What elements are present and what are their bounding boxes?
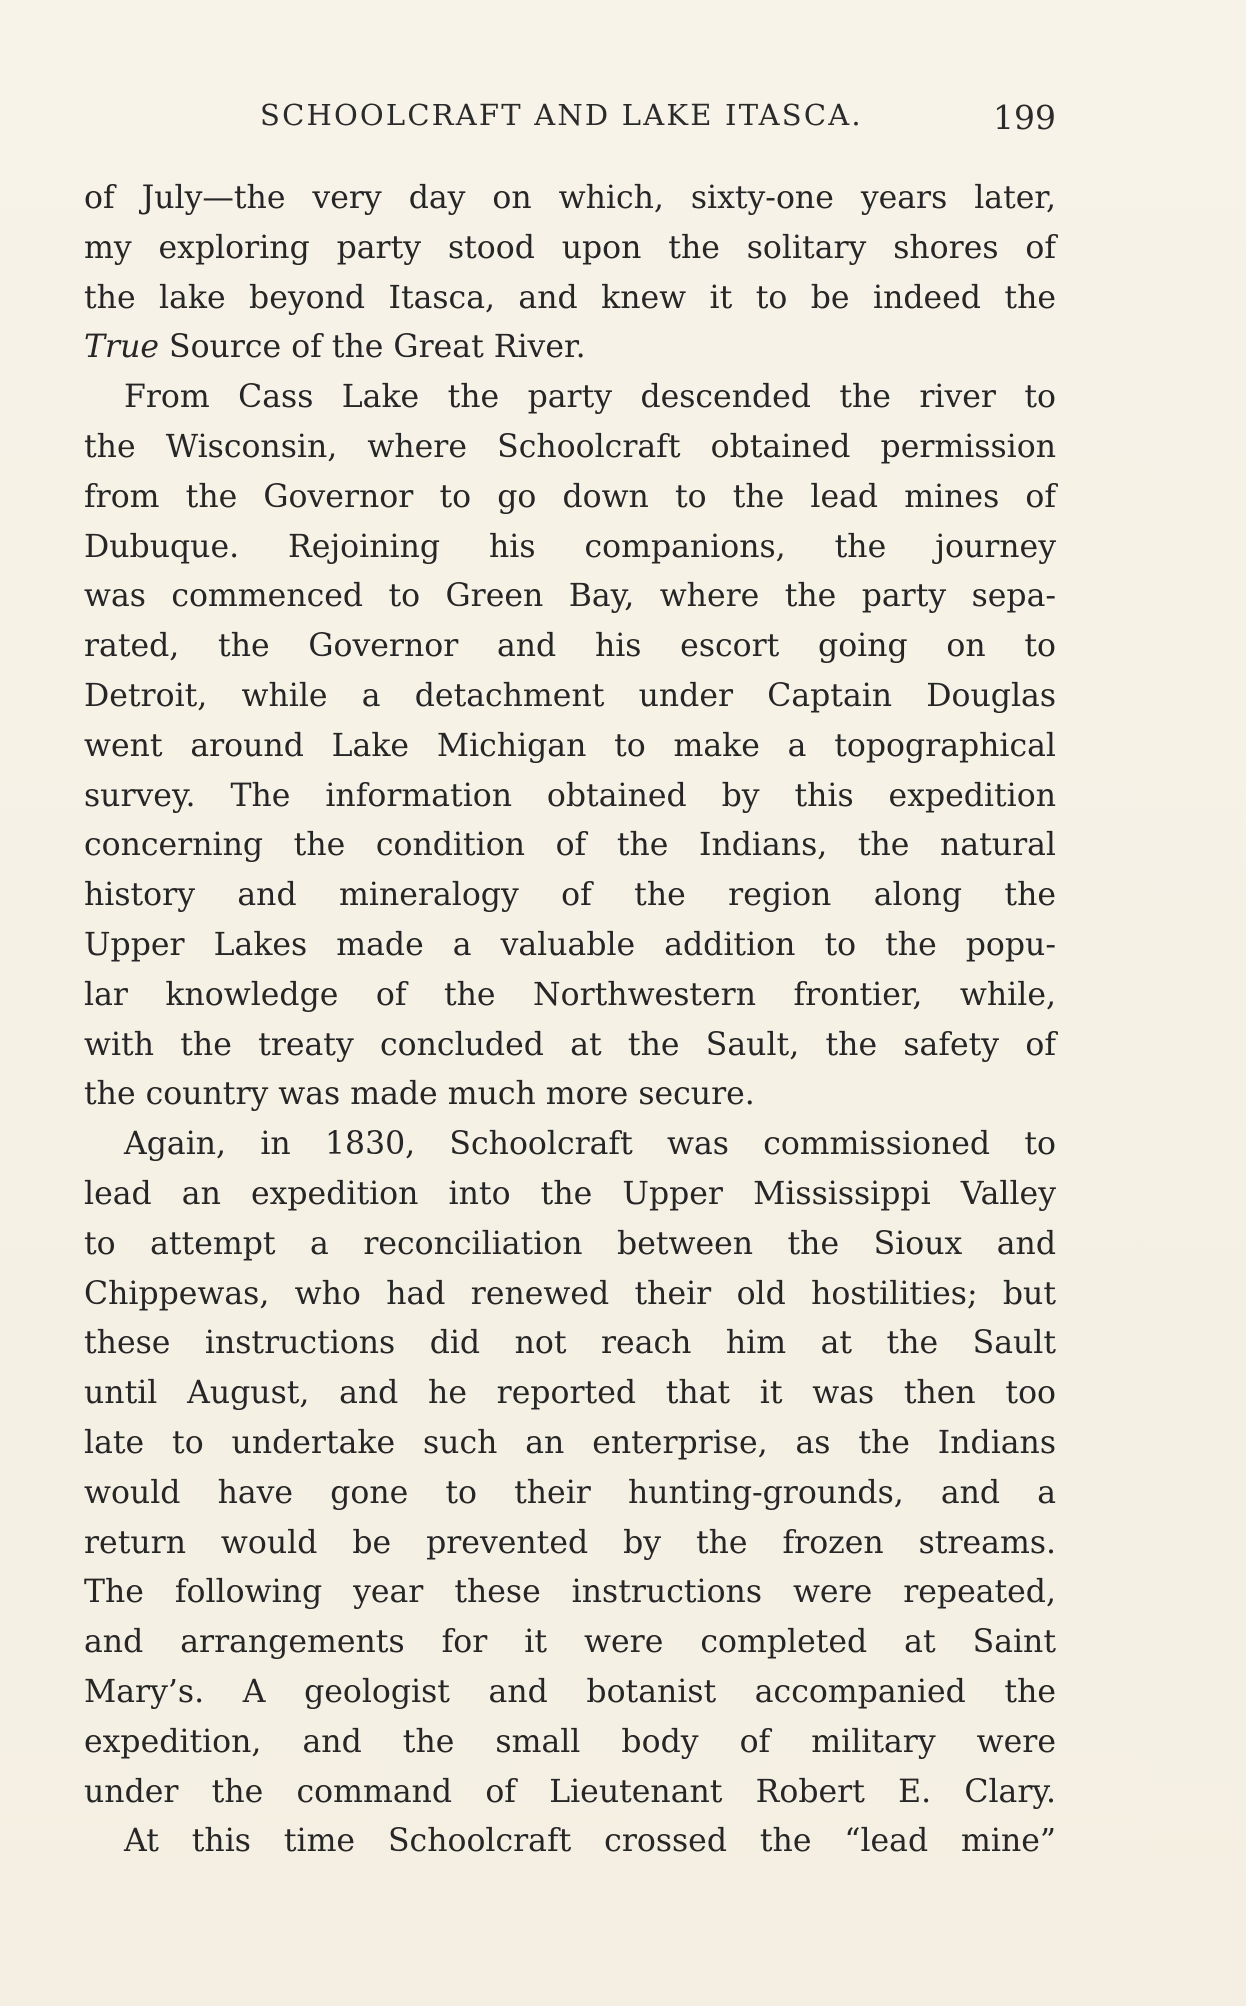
text-line — [84, 1120, 1056, 1170]
text-line — [84, 1519, 1056, 1569]
line-text: the country was made much more secure. — [84, 1076, 755, 1113]
line-text: Detroit, while a detachment under Captain Douglas — [84, 677, 1056, 714]
line-text: late to undertake such an enterprise, as the Indians — [84, 1424, 1056, 1461]
line-text: my exploring party stood upon the solitary shores of — [84, 229, 1056, 266]
line-text: these instructions did not reach him at the Sault — [84, 1325, 1056, 1362]
italic-word: True — [84, 329, 159, 366]
line-text: to attempt a reconciliation between the Sioux and — [84, 1225, 1056, 1262]
text-line — [84, 224, 1056, 274]
text-line — [84, 1021, 1056, 1071]
line-text: with the treaty concluded at the Sault, the safety of — [84, 1026, 1056, 1063]
text-line — [84, 772, 1056, 822]
text-line — [84, 1668, 1056, 1718]
text-line — [84, 622, 1056, 672]
line-text: Again, in 1830, Schoolcraft was commissioned to — [124, 1126, 1056, 1163]
text-line — [84, 1319, 1056, 1369]
line-text: return would be prevented by the frozen streams. — [84, 1524, 1056, 1561]
line-text: would have gone to their hunting-grounds, and a — [84, 1474, 1056, 1511]
line-text: history and mineralogy of the region along the — [84, 877, 1056, 914]
line-text: until August, and he reported that it was then too — [84, 1375, 1056, 1412]
text-line — [84, 1419, 1056, 1469]
line-text: concerning the condition of the Indians, the natural — [84, 827, 1056, 864]
body-text — [84, 174, 1056, 1867]
text-line — [84, 1618, 1056, 1668]
line-text: the Wisconsin, where Schoolcraft obtained permission — [84, 428, 1056, 465]
line-text: went around Lake Michigan to make a topographical — [84, 727, 1056, 764]
text-line — [84, 1718, 1056, 1768]
line-text: rated, the Governor and his escort going on to — [84, 628, 1056, 665]
text-line — [84, 871, 1056, 921]
line-text: from the Governor to go down to the lead mines of — [84, 478, 1056, 515]
text-line — [84, 174, 1056, 224]
text-line — [84, 1170, 1056, 1220]
text-line — [84, 1817, 1056, 1867]
text-line — [84, 323, 1056, 373]
line-text: Mary’s. A geologist and botanist accompanied the — [84, 1673, 1056, 1710]
text-line — [84, 821, 1056, 871]
line-text: under the command of Lieutenant Robert E. Clary. — [84, 1773, 1056, 1810]
text-line — [84, 274, 1056, 324]
text-line — [84, 1220, 1056, 1270]
line-text: At this time Schoolcraft crossed the “lead mine” — [124, 1823, 1056, 1860]
text-line — [84, 423, 1056, 473]
text-line — [84, 921, 1056, 971]
line-text: was commenced to Green Bay, where the party sepa- — [84, 578, 1056, 615]
line-text: expedition, and the small body of military were — [84, 1723, 1056, 1760]
text-line — [84, 1469, 1056, 1519]
line-text: The following year these instructions were repeated, — [84, 1574, 1056, 1611]
line-text: Dubuque. Rejoining his companions, the journey — [84, 528, 1056, 565]
line-text: the lake beyond Itasca, and knew it to be indeed the — [84, 279, 1056, 316]
text-line — [84, 373, 1056, 423]
text-line — [84, 672, 1056, 722]
running-head: SCHOOLCRAFT AND LAKE ITASCA. — [260, 98, 863, 132]
text-line — [84, 473, 1056, 523]
text-line — [84, 523, 1056, 573]
page-number: 199 — [993, 98, 1056, 137]
text-line — [84, 572, 1056, 622]
text-line — [84, 1369, 1056, 1419]
text-line — [84, 1270, 1056, 1320]
line-text: and arrangements for it were completed at Saint — [84, 1624, 1056, 1661]
line-text: of July—the very day on which, sixty-one years later, — [84, 180, 1056, 216]
text-line — [84, 1768, 1056, 1818]
line-text: survey. The information obtained by this expedition — [84, 777, 1056, 814]
text-line — [84, 1568, 1056, 1618]
line-text: lar knowledge of the Northwestern frontier, while, — [84, 976, 1056, 1013]
line-text: lead an expedition into the Upper Mississippi Valley — [84, 1175, 1056, 1212]
text-line — [84, 722, 1056, 772]
line-text: Source of the Great River. — [159, 329, 586, 366]
page-header — [84, 98, 1056, 140]
line-text: Upper Lakes made a valuable addition to the popu- — [84, 926, 1056, 963]
text-line — [84, 971, 1056, 1021]
line-text: Chippewas, who had renewed their old hostilities; but — [84, 1275, 1056, 1312]
text-line — [84, 1070, 1056, 1120]
line-text: From Cass Lake the party descended the river to — [124, 379, 1056, 416]
